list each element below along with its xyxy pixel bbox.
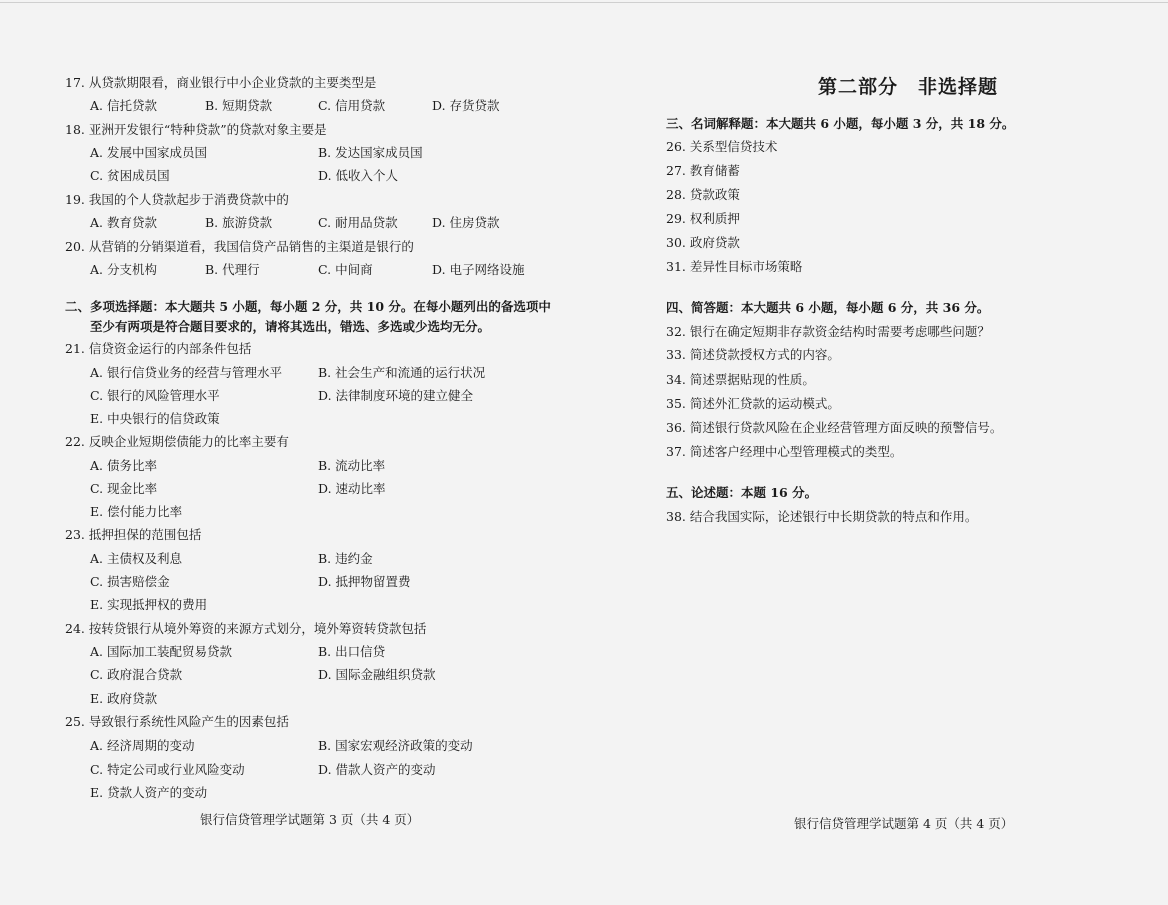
question-19-stem: 19. 我国的个人贷款起步于消费贷款中的 bbox=[65, 192, 289, 207]
question-32: 32. 银行在确定短期非存款资金结构时需要考虑哪些问题？ bbox=[666, 324, 990, 339]
question-23-option-c: C. 损害赔偿金 bbox=[90, 574, 170, 589]
question-18-option-a: A. 发展中国家成员国 bbox=[90, 145, 207, 160]
question-37: 37. 简述客户经理中心型管理模式的类型。 bbox=[666, 444, 903, 459]
question-25-stem: 25. 导致银行系统性风险产生的因素包括 bbox=[65, 714, 289, 729]
question-17-option-c: C. 信用贷款 bbox=[318, 98, 386, 113]
question-24-option-d: D. 国际金融组织贷款 bbox=[318, 667, 436, 682]
question-22-option-b: B. 流动比率 bbox=[318, 458, 386, 473]
question-20-option-b: B. 代理行 bbox=[205, 262, 260, 277]
question-23-stem: 23. 抵押担保的范围包括 bbox=[65, 527, 202, 542]
question-18-option-b: B. 发达国家成员国 bbox=[318, 145, 423, 160]
question-20-option-d: D. 电子网络设施 bbox=[432, 262, 525, 277]
question-23-option-b: B. 违约金 bbox=[318, 551, 373, 566]
question-20-option-a: A. 分支机构 bbox=[90, 262, 157, 277]
question-27: 27. 教育储蓄 bbox=[666, 163, 740, 178]
question-38: 38. 结合我国实际，论述银行中长期贷款的特点和作用。 bbox=[666, 509, 978, 524]
question-34: 34. 简述票据贴现的性质。 bbox=[666, 372, 815, 387]
question-21-option-c: C. 银行的风险管理水平 bbox=[90, 388, 220, 403]
page-3-footer: 银行信贷管理学试题第 3 页（共 4 页） bbox=[200, 812, 420, 827]
question-23-option-d: D. 抵押物留置费 bbox=[318, 574, 411, 589]
question-20-stem: 20. 从营销的分销渠道看，我国信贷产品销售的主渠道是银行的 bbox=[65, 239, 414, 254]
part-two-heading: 第二部分 非选择题 bbox=[818, 76, 999, 98]
question-22-option-e: E. 偿付能力比率 bbox=[90, 504, 183, 519]
question-18-option-c: C. 贫困成员国 bbox=[90, 168, 170, 183]
question-17-option-a: A. 信托贷款 bbox=[90, 98, 157, 113]
question-21-stem: 21. 信贷资金运行的内部条件包括 bbox=[65, 341, 252, 356]
section-4-instructions: 四、简答题：本大题共 6 小题，每小题 6 分，共 36 分。 bbox=[666, 300, 990, 315]
question-22-option-d: D. 速动比率 bbox=[318, 481, 386, 496]
question-23-option-a: A. 主债权及利息 bbox=[90, 551, 182, 566]
question-25-option-b: B. 国家宏观经济政策的变动 bbox=[318, 738, 473, 753]
question-22-option-c: C. 现金比率 bbox=[90, 481, 158, 496]
question-17-option-d: D. 存货贷款 bbox=[432, 98, 500, 113]
question-35: 35. 简述外汇贷款的运动模式。 bbox=[666, 396, 840, 411]
section-2-instructions-line-2: 至少有两项是符合题目要求的，请将其选出，错选、多选或少选均无分。 bbox=[90, 319, 491, 334]
question-24-stem: 24. 按转贷银行从境外筹资的来源方式划分，境外筹资转贷款包括 bbox=[65, 621, 427, 636]
page-4-footer: 银行信贷管理学试题第 4 页（共 4 页） bbox=[794, 816, 1014, 831]
section-2-instructions-line-1: 二、多项选择题：本大题共 5 小题，每小题 2 分，共 10 分。在每小题列出的备选项中 bbox=[65, 299, 551, 314]
question-29: 29. 权利质押 bbox=[666, 211, 740, 226]
question-18-option-d: D. 低收入个人 bbox=[318, 168, 399, 183]
question-28: 28. 贷款政策 bbox=[666, 187, 740, 202]
section-3-instructions: 三、名词解释题：本大题共 6 小题，每小题 3 分，共 18 分。 bbox=[666, 116, 1015, 131]
question-24-option-e: E. 政府贷款 bbox=[90, 691, 158, 706]
question-21-option-d: D. 法律制度环境的建立健全 bbox=[318, 388, 474, 403]
question-22-stem: 22. 反映企业短期偿债能力的比率主要有 bbox=[65, 434, 289, 449]
question-26: 26. 关系型信贷技术 bbox=[666, 139, 778, 154]
question-25-option-e: E. 贷款人资产的变动 bbox=[90, 785, 208, 800]
exam-page-4 bbox=[584, 0, 1168, 905]
question-25-option-c: C. 特定公司或行业风险变动 bbox=[90, 762, 245, 777]
question-25-option-a: A. 经济周期的变动 bbox=[90, 738, 195, 753]
question-31: 31. 差异性目标市场策略 bbox=[666, 259, 803, 274]
question-23-option-e: E. 实现抵押权的费用 bbox=[90, 597, 208, 612]
question-24-option-a: A. 国际加工装配贸易贷款 bbox=[90, 644, 232, 659]
question-33: 33. 简述贷款授权方式的内容。 bbox=[666, 347, 840, 362]
question-17-option-b: B. 短期贷款 bbox=[205, 98, 273, 113]
question-22-option-a: A. 债务比率 bbox=[90, 458, 157, 473]
question-19-option-b: B. 旅游贷款 bbox=[205, 215, 273, 230]
question-21-option-b: B. 社会生产和流通的运行状况 bbox=[318, 365, 486, 380]
question-25-option-d: D. 借款人资产的变动 bbox=[318, 762, 436, 777]
question-21-option-e: E. 中央银行的信贷政策 bbox=[90, 411, 220, 426]
question-19-option-d: D. 住房贷款 bbox=[432, 215, 500, 230]
question-17-stem: 17. 从贷款期限看，商业银行中小企业贷款的主要类型是 bbox=[65, 75, 377, 90]
question-24-option-b: B. 出口信贷 bbox=[318, 644, 386, 659]
question-30: 30. 政府贷款 bbox=[666, 235, 740, 250]
question-19-option-a: A. 教育贷款 bbox=[90, 215, 157, 230]
question-24-option-c: C. 政府混合贷款 bbox=[90, 667, 183, 682]
question-18-stem: 18. 亚洲开发银行“特种贷款”的贷款对象主要是 bbox=[65, 122, 327, 137]
question-19-option-c: C. 耐用品贷款 bbox=[318, 215, 398, 230]
question-36: 36. 简述银行贷款风险在企业经营管理方面反映的预警信号。 bbox=[666, 420, 1003, 435]
section-5-instructions: 五、论述题：本题 16 分。 bbox=[666, 485, 818, 500]
question-20-option-c: C. 中间商 bbox=[318, 262, 373, 277]
question-21-option-a: A. 银行信贷业务的经营与管理水平 bbox=[90, 365, 282, 380]
